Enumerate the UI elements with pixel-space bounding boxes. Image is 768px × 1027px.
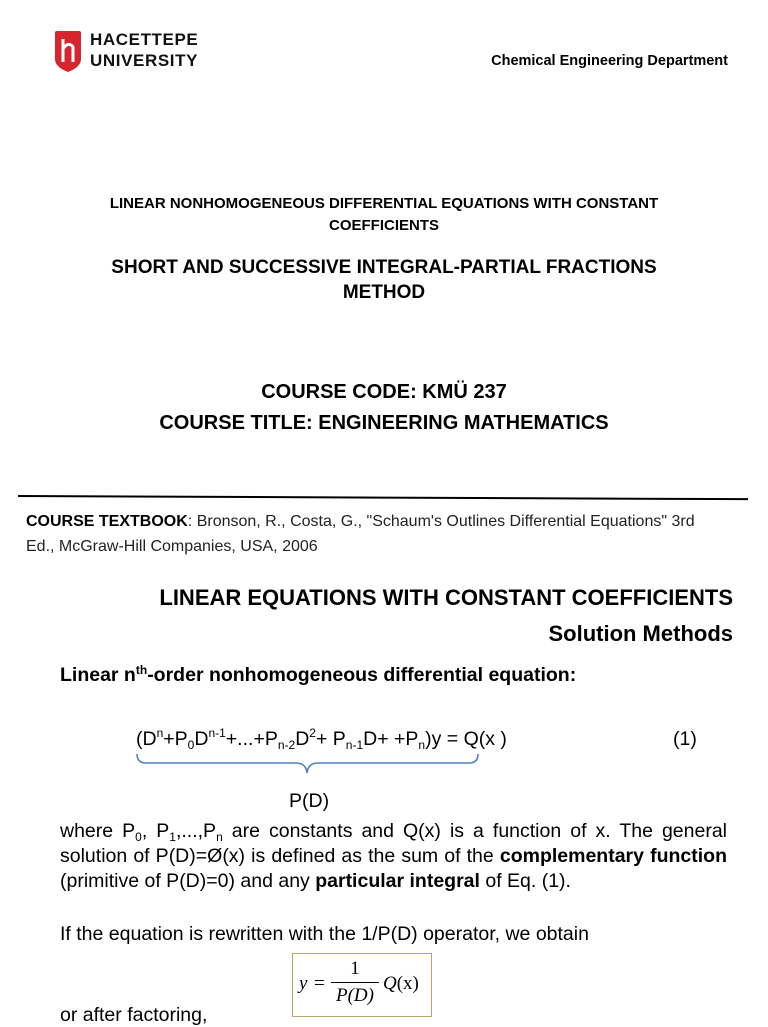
course-code: COURSE CODE: KMÜ 237 [261,381,507,403]
divider [18,495,748,500]
differential-equation: $(D^n+P_0D^{n-1}+...+P_{n-2}D^2+ P_{n-1}D+ +P_n)y = Q(x$ ) [136,726,507,752]
operator-sentence: If the equation is rewritten with the 1/P(D) operator, we obtain [60,923,589,945]
intro-text-b: -order nonhomogeneous differential equation: [147,664,577,686]
equation-intro [60,664,576,687]
underbrace [136,753,480,777]
brace-label: P(D) [289,790,330,812]
course-info [0,377,768,439]
formula-equals: = [314,973,325,994]
intro-superscript: th [135,663,148,677]
textbook-reference: : Bronson, R., Costa, G., "Schaum's Outlines Differential Equations" 3rd Ed., McGraw-Hill Companies, USA, 2006 [26,513,695,555]
term-particular-integral: particular integral [315,870,480,892]
course-title: COURSE TITLE: ENGINEERING MATHEMATICS [159,412,609,434]
university-name-line1: HACETTEPE [90,30,199,49]
section-heading: LINEAR EQUATIONS WITH CONSTANT COEFFICIENTS [159,585,733,610]
university-emblem-icon [54,29,82,73]
intro-text-a: Linear n [60,664,136,686]
formula-numerator: 1 [350,958,360,979]
explanation-paragraph: where $P_0$, $P_1,...,P_n$ are constants and Q(x) is a function of x. The general solution of P(D)=Ø(x) is defined as the sum of the complementary function (primitive of P(D)=0) and any particular integral of Eq. (1). [60,820,728,892]
department-name: Chemical Engineering Department [491,53,728,69]
formula-fraction [330,958,380,1007]
university-logo [54,29,224,75]
formula-lhs: y [299,973,308,994]
topic-title: LINEAR NONHOMOGENEOUS DIFFERENTIAL EQUATIONS WITH CONSTANT COEFFICIENTS [109,195,659,234]
term-complementary-function: complementary function [499,845,727,867]
course-textbook [26,509,726,559]
formula-rhs: Q(x) [383,973,419,994]
equation-number: (1) [673,728,697,750]
textbook-label: COURSE TEXTBOOK [26,513,188,530]
method-title: SHORT AND SUCCESSIVE INTEGRAL-PARTIAL FRACTIONS METHOD [111,257,657,303]
operator-formula [292,953,432,1017]
section-subheading: Solution Methods [548,621,733,646]
university-name-line2: UNIVERSITY [90,51,199,70]
university-name [90,29,198,71]
factoring-sentence: or after factoring, [60,1004,208,1026]
formula-denominator: P(D) [336,985,374,1006]
